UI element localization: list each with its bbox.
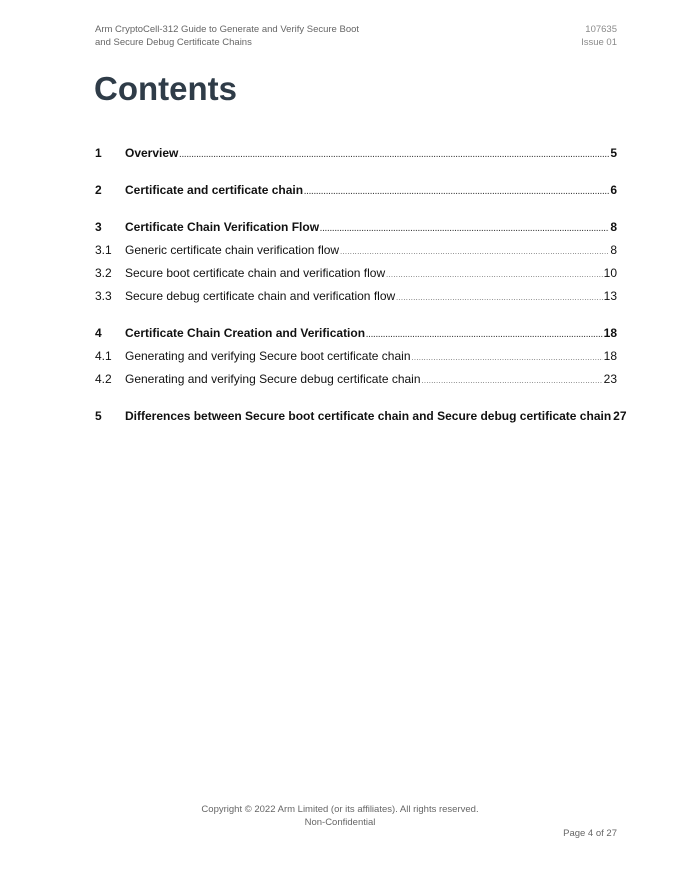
toc-entry-1[interactable]	[95, 143, 617, 166]
footer	[0, 803, 680, 829]
toc-number: 3.2	[95, 266, 112, 280]
toc-label: Generating and verifying Secure boot certificate chain	[125, 349, 411, 363]
toc-label: Secure boot certificate chain and verification flow	[125, 266, 386, 280]
toc-entry-3-2[interactable]	[95, 263, 617, 286]
toc-leader	[412, 349, 603, 369]
toc-number: 3.1	[95, 243, 112, 257]
page-indicator: Page 4 of 27	[563, 828, 617, 839]
toc-page: 5	[610, 146, 617, 160]
toc-page: 13	[603, 289, 617, 303]
toc-page: 6	[610, 183, 617, 197]
toc-page: 10	[603, 266, 617, 280]
toc-number: 5	[95, 409, 102, 423]
toc-page: 23	[603, 372, 617, 386]
document-title	[95, 23, 395, 49]
toc-entry-3-3[interactable]	[95, 286, 617, 309]
document-id	[581, 23, 617, 49]
toc-label: Certificate Chain Creation and Verification	[125, 326, 366, 340]
toc-number: 4.2	[95, 372, 112, 386]
toc-number: 3.3	[95, 289, 112, 303]
toc-label: Generic certificate chain verification flow	[125, 243, 340, 257]
toc-page: 18	[603, 349, 617, 363]
toc-page: 27	[613, 409, 627, 423]
document-number: 107635	[585, 24, 617, 35]
table-of-contents	[95, 143, 627, 429]
confidentiality-label: Non-Confidential	[304, 817, 376, 828]
toc-page: 18	[603, 326, 617, 340]
toc-leader	[320, 220, 609, 240]
page-title: Contents	[94, 70, 237, 107]
toc-page: 8	[610, 243, 617, 257]
document-title-line1: Arm CryptoCell-312 Guide to Generate and Verify Secure Boot	[95, 24, 360, 35]
toc-leader	[386, 266, 603, 286]
toc-entry-3[interactable]	[95, 217, 617, 240]
toc-label: Differences between Secure boot certificate chain and Secure debug certificate chain	[125, 409, 612, 423]
toc-number: 4	[95, 326, 102, 340]
toc-leader	[396, 289, 602, 309]
toc-leader	[422, 372, 603, 392]
toc-entry-3-1[interactable]	[95, 240, 617, 263]
toc-number: 1	[95, 146, 102, 160]
toc-number: 3	[95, 220, 102, 234]
toc-leader	[366, 326, 603, 346]
toc-entry-4-2[interactable]	[95, 369, 617, 392]
toc-entry-4[interactable]	[95, 323, 617, 346]
toc-page: 8	[610, 220, 617, 234]
toc-number: 4.1	[95, 349, 112, 363]
toc-label: Certificate and certificate chain	[125, 183, 304, 197]
toc-entry-2[interactable]	[95, 180, 617, 203]
toc-leader	[304, 183, 609, 203]
toc-label: Overview	[125, 146, 179, 160]
toc-leader	[179, 146, 609, 166]
issue-label: Issue 01	[581, 37, 617, 48]
toc-label: Generating and verifying Secure debug certificate chain	[125, 372, 421, 386]
toc-entry-4-1[interactable]	[95, 346, 617, 369]
toc-number: 2	[95, 183, 102, 197]
toc-entry-5[interactable]	[95, 406, 627, 429]
document-title-line2: and Secure Debug Certificate Chains	[95, 37, 252, 48]
toc-label: Certificate Chain Verification Flow	[125, 220, 320, 234]
toc-label: Secure debug certificate chain and verification flow	[125, 289, 396, 303]
toc-leader	[340, 243, 609, 263]
copyright-notice: Copyright © 2022 Arm Limited (or its affiliates). All rights reserved.	[201, 804, 479, 815]
